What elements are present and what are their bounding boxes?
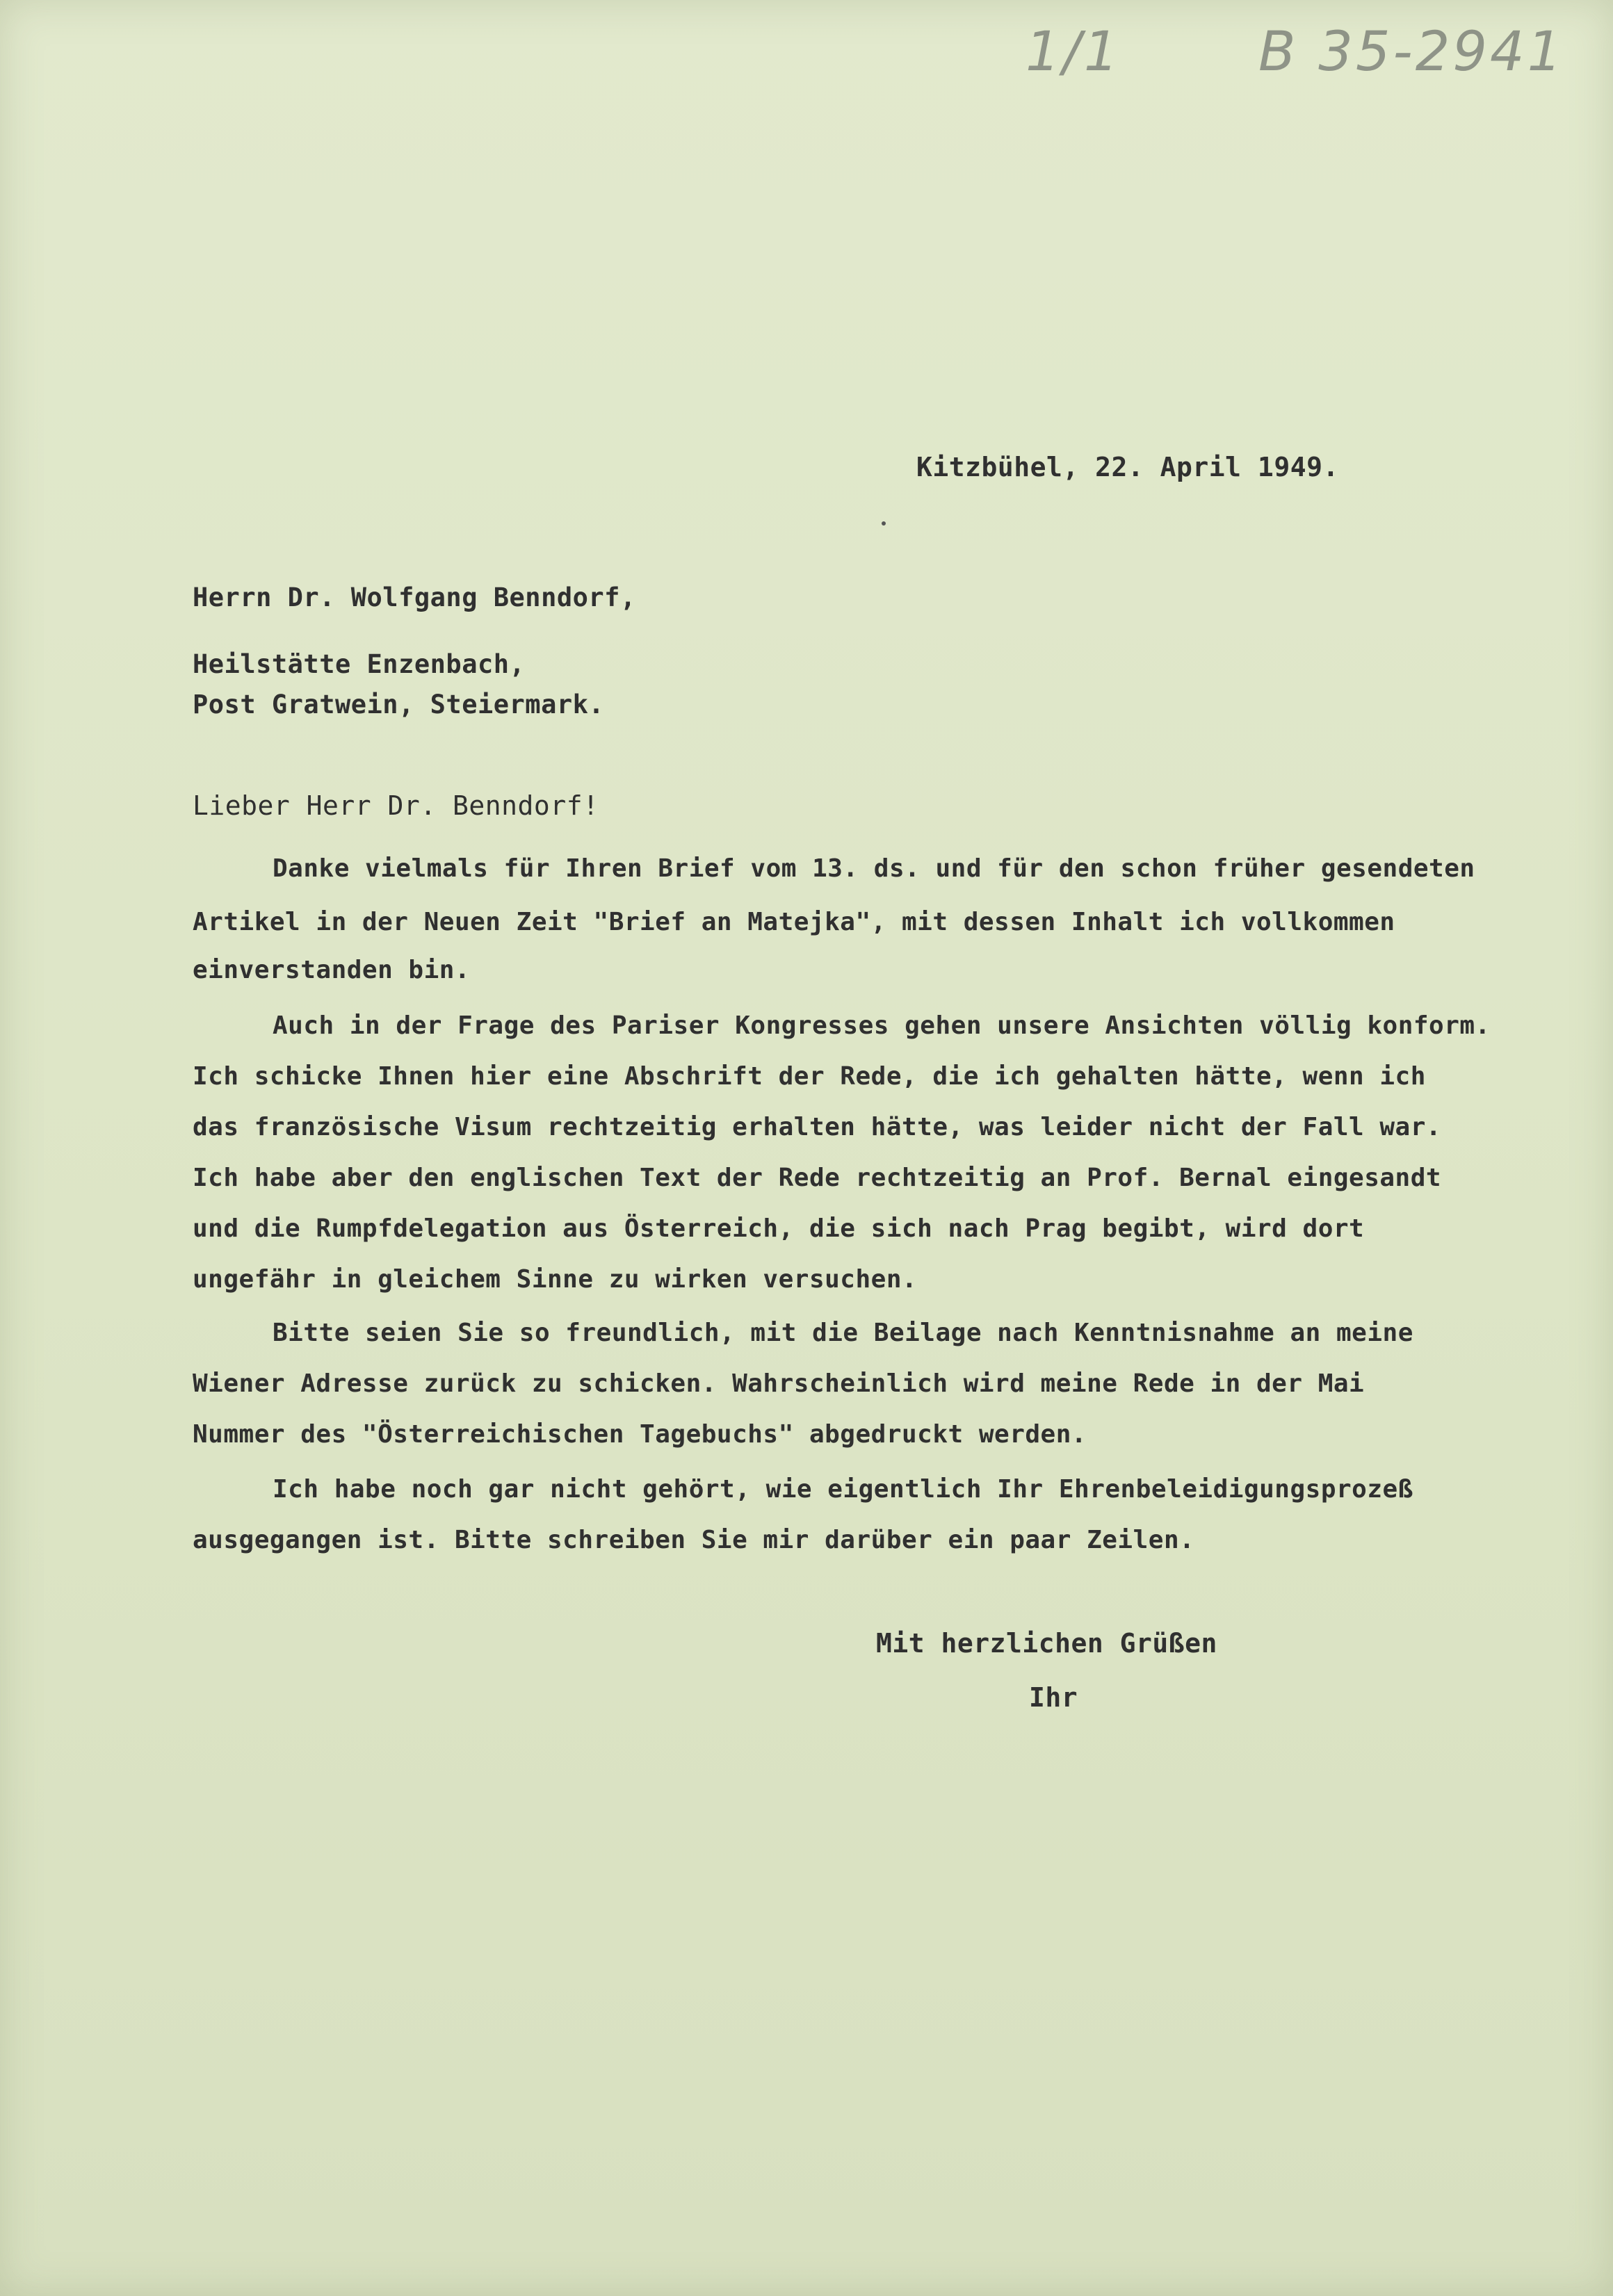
signature: Ihr <box>1029 1682 1078 1713</box>
archive-number-annotation: B 35-2941 <box>1258 21 1565 83</box>
body-line-10: Bitte seien Sie so freundlich, mit die Beilage nach Kenntnisnahme an meine <box>273 1319 1413 1347</box>
body-line-12: Nummer des "Österreichischen Tagebuchs" abgedruckt werden. <box>193 1420 1087 1449</box>
dateline: Kitzbühel, 22. April 1949. <box>916 452 1339 482</box>
body-line-5: Ich schicke Ihnen hier eine Abschrift der Rede, die ich gehalten hätte, wenn ich <box>193 1062 1426 1091</box>
recipient-location: Post Gratwein, Steiermark. <box>193 690 605 719</box>
body-line-13: Ich habe noch gar nicht gehört, wie eigentlich Ihr Ehrenbeleidigungsprozeß <box>273 1475 1413 1504</box>
body-line-2: Artikel in der Neuen Zeit "Brief an Matejka", mit dessen Inhalt ich vollkommen <box>193 908 1395 936</box>
body-line-8: und die Rumpfdelegation aus Österreich, die sich nach Prag begibt, wird dort <box>193 1214 1365 1243</box>
body-line-11: Wiener Adresse zurück zu schicken. Wahrscheinlich wird meine Rede in der Mai <box>193 1369 1365 1398</box>
body-line-4: Auch in der Frage des Pariser Kongresses gehen unsere Ansichten völlig konform. <box>273 1011 1491 1040</box>
recipient-name: Herrn Dr. Wolfgang Benndorf, <box>193 583 636 612</box>
page-number-annotation: 1/1 <box>1026 21 1121 83</box>
salutation: Lieber Herr Dr. Benndorf! <box>193 790 599 821</box>
body-line-6: das französische Visum rechtzeitig erhalten hätte, was leider nicht der Fall war. <box>193 1113 1442 1141</box>
body-line-1: Danke vielmals für Ihren Brief vom 13. ds. und für den schon früher gesendeten <box>273 854 1475 883</box>
body-line-7: Ich habe aber den englischen Text der Rede rechtzeitig an Prof. Bernal eingesandt <box>193 1164 1442 1192</box>
paper-speck <box>882 521 886 526</box>
body-line-9: ungefähr in gleichem Sinne zu wirken versuchen. <box>193 1265 918 1294</box>
closing: Mit herzlichen Grüßen <box>876 1628 1217 1659</box>
body-line-14: ausgegangen ist. Bitte schreiben Sie mir darüber ein paar Zeilen. <box>193 1526 1195 1554</box>
recipient-institution: Heilstätte Enzenbach, <box>193 649 526 679</box>
body-line-3: einverstanden bin. <box>193 956 471 984</box>
